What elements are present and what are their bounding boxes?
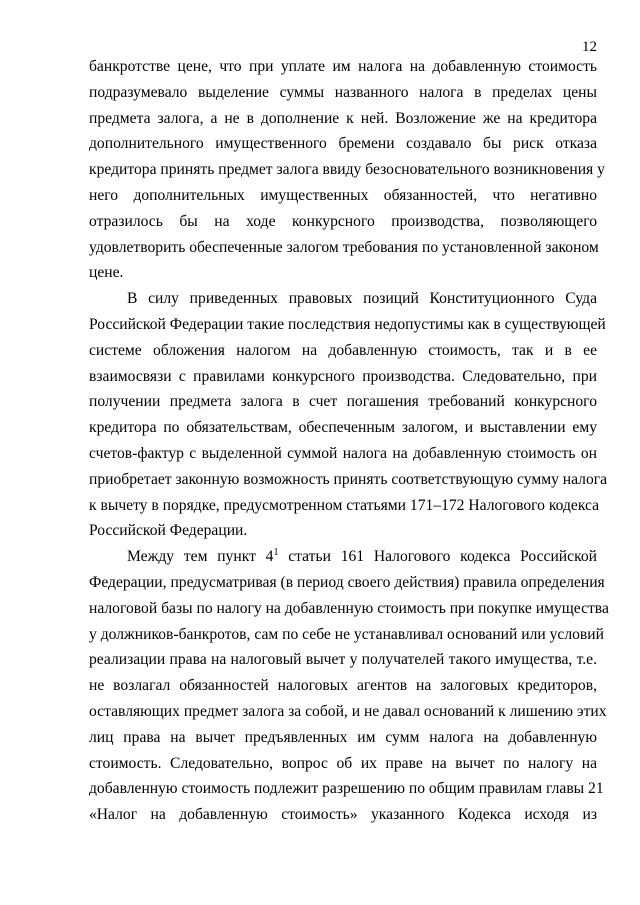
text-line: приобретает законную возможность принять соответствующую сумму налога xyxy=(89,470,608,488)
text-line: лиц права на вычет предъявленных им сумм налога на добавленную xyxy=(89,728,597,746)
text-line: системе обложения налогом на добавленную стоимость, так и в ее xyxy=(89,341,597,359)
text-line: у должников-банкротов, сам по себе не устанавливал оснований или условий xyxy=(89,625,604,643)
text-line: налоговой базы по налогу на добавленную стоимость при покупке имущества xyxy=(89,599,609,617)
text-line: счетов-фактур с выделенной суммой налога на добавленную стоимость он xyxy=(89,444,597,462)
text-line: кредитора по обязательствам, обеспеченным залогом, и выставлении ему xyxy=(89,419,597,437)
text-line: банкротстве цене, что при уплате им налога на добавленную стоимость xyxy=(89,58,597,75)
paragraph-1 xyxy=(89,54,605,286)
text-line: получении предмета залога в счет погашения требований конкурсного xyxy=(89,393,597,411)
text-line-with-footnote xyxy=(89,544,597,570)
text-line: отразилось бы на ходе конкурсного производства, позволяющего xyxy=(89,212,597,230)
paragraph-3 xyxy=(89,544,609,828)
text-line: Российской Федерации. xyxy=(89,522,248,540)
text-line: реализации права на налоговый вычет у получателей такого имущества, т.е. xyxy=(89,651,597,669)
page-number: 12 xyxy=(582,39,597,55)
paragraph-2 xyxy=(89,286,608,544)
text-line: цене. xyxy=(89,264,124,282)
text-line: к вычету в порядке, предусмотренном статьями 171–172 Налогового кодекса xyxy=(89,496,600,514)
text-line: оставляющих предмет залога за собой, и не давал оснований к лишению этих xyxy=(89,702,607,720)
text-line: Федерации, предусматривая (в период своего действия) правила определения xyxy=(89,573,605,591)
superscript-number: 1 xyxy=(273,547,279,559)
text-line: подразумевало выделение суммы названного налога в пределах цены xyxy=(89,83,597,101)
text-line: удовлетворить обеспеченные залогом требования по установленной законом xyxy=(89,238,599,256)
text-line: В силу приведенных правовых позиций Конституционного Суда xyxy=(127,290,597,308)
document-body xyxy=(89,54,609,828)
text-fragment: Между тем пункт 4 xyxy=(127,548,274,566)
text-line: стоимость. Следовательно, вопрос об их праве на вычет по налогу на xyxy=(89,754,597,772)
text-fragment: статьи 161 Налогового кодекса Российской xyxy=(278,548,597,566)
text-line: него дополнительных имущественных обязанностей, что негативно xyxy=(89,186,597,204)
text-line: взаимосвязи с правилами конкурсного производства. Следовательно, при xyxy=(89,367,597,385)
text-line: «Налог на добавленную стоимость» указанного Кодекса исходя из xyxy=(89,806,597,824)
text-line: предмета залога, а не в дополнение к ней. Возложение же на кредитора xyxy=(89,109,597,127)
text-line: добавленную стоимость подлежит разрешению по общим правилам главы 21 xyxy=(89,780,604,798)
text-line: дополнительного имущественного бремени создавало бы риск отказа xyxy=(89,135,597,153)
text-line: Российской Федерации такие последствия недопустимы как в существующей xyxy=(89,315,606,333)
text-line: не возлагал обязанностей налоговых агентов на залоговых кредиторов, xyxy=(89,677,597,695)
text-line: кредитора принять предмет залога ввиду безосновательного возникновения у xyxy=(89,161,605,179)
